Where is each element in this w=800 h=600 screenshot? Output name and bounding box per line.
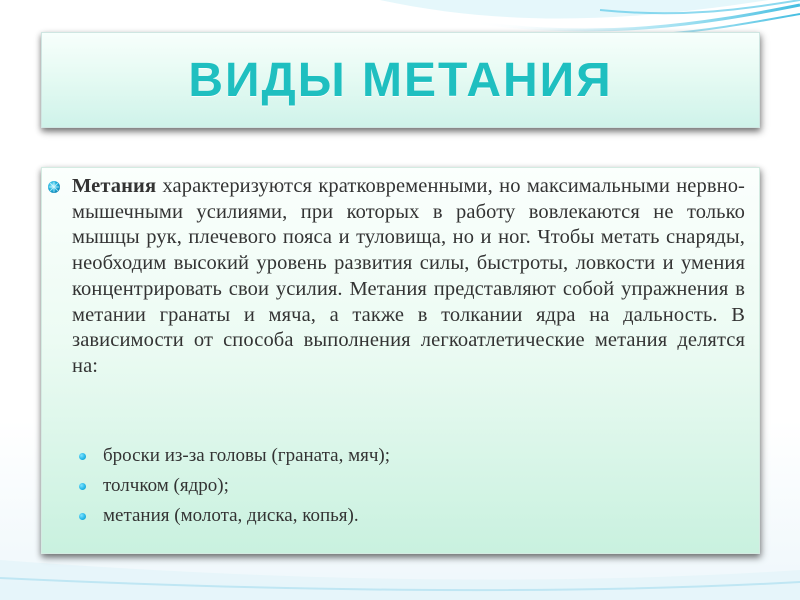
round-dot-bullet-icon: [79, 513, 86, 520]
intro-text: характеризуются кратковременными, но максимальными нервно-мышечными усилиями, при которых в работу вовлекаются не только мышцы рук, плечевого пояса и туловища, но и ног. Чтобы метать снаряды, необходим высокий уровень развития силы, быстроты, ловкости и умения концентрировать свои усилия. Метания представляют собой упражнения в метании гранаты и мяча, а также в толкании ядра на дальность. В зависимости от способа выполнения легкоатлетические метания делятся на:: [72, 175, 745, 377]
round-dot-bullet-icon: [79, 483, 86, 490]
round-dot-bullet-icon: [79, 453, 86, 460]
content-panel: [41, 167, 760, 554]
list-item: [77, 441, 390, 471]
intro-paragraph: [72, 174, 745, 380]
list-item-text: метания (молота, диска, копья).: [103, 505, 359, 526]
list-item-text: толчком (ядро);: [103, 475, 229, 496]
slide-title: ВИДЫ МЕТАНИЯ: [188, 53, 613, 107]
list-item: [77, 471, 390, 501]
throw-types-list: [77, 441, 390, 531]
title-panel: [41, 32, 760, 128]
intro-term: Метания: [72, 175, 157, 197]
starburst-bullet-icon: [47, 180, 61, 194]
list-item: [77, 501, 390, 531]
list-item-text: броски из-за головы (граната, мяч);: [103, 445, 391, 466]
